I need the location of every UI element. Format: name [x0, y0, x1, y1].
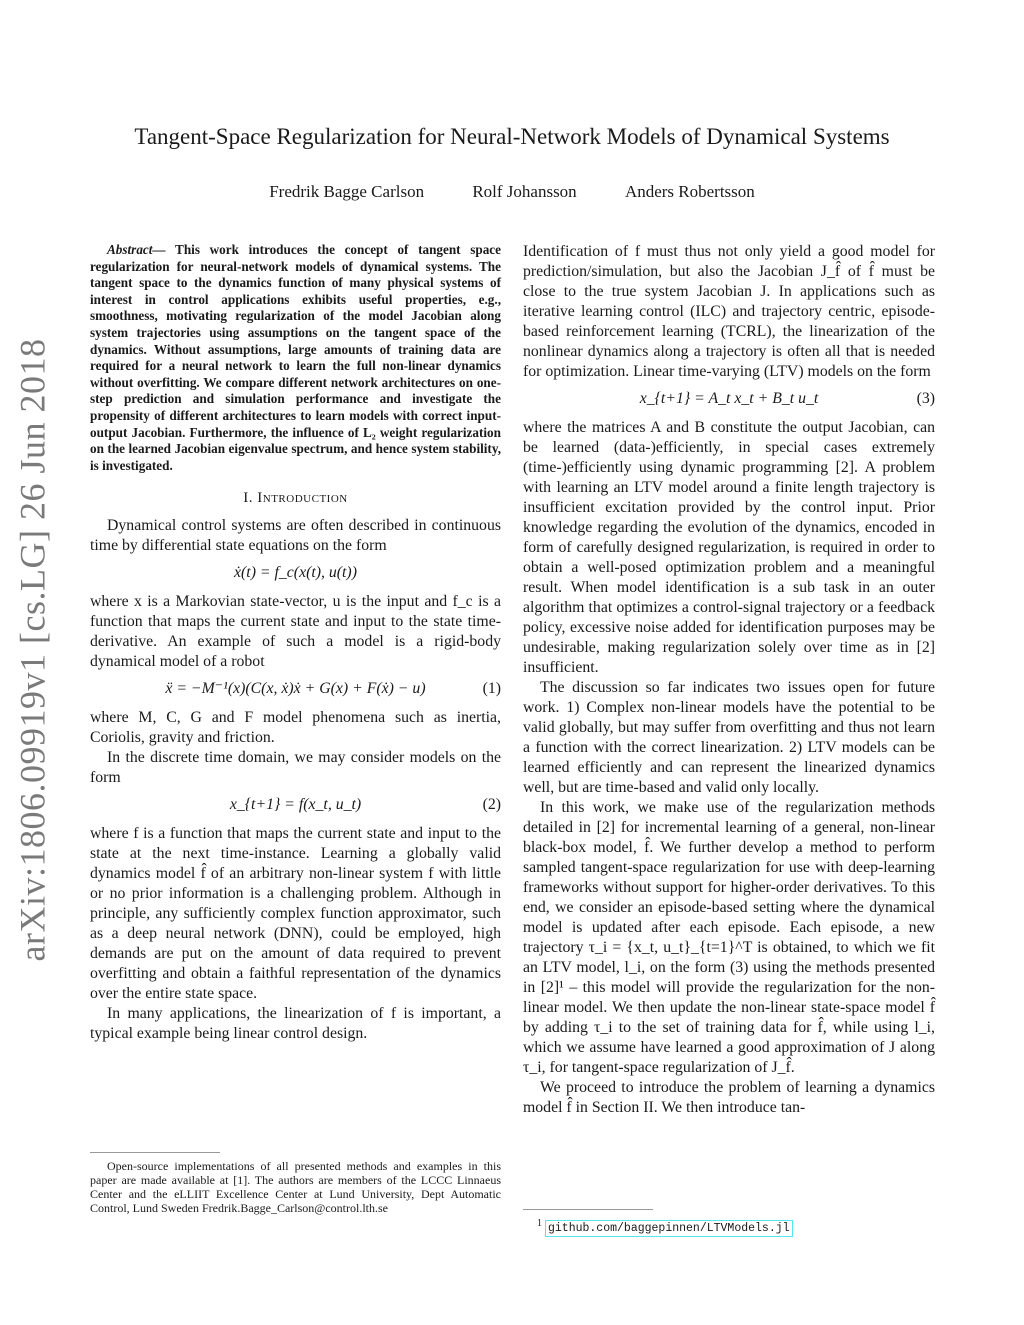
right-column	[523, 242, 935, 1118]
author-list	[0, 182, 1024, 202]
section-heading-introduction: I. Introduction	[243, 490, 348, 507]
equation-3-text: x_{t+1} = A_t x_t + B_t u_t	[639, 390, 819, 407]
right-paragraph-3: The discussion so far indicates two issues open for future work. 1) Complex non-linear models have the potential to be valid globally, but may suffer from overfitting and thus not learn a function with the correct linearization. 2) LTV models can be learned efficiently and can represent the linearized dynamics well, but are time-based and valid only locally.	[523, 679, 935, 796]
equation-3	[523, 388, 935, 410]
right-paragraph-4: In this work, we make use of the regularization methods detailed in [2] for incremental learning of a general, non-linear black-box model, f̂. We further develop a method to perform sampled tangent-space regularization for use with deep-learning frameworks without support for higher-order derivatives. To this end, we consider an episode-based setting where the dynamical model is updated after each episode. Each episode, a new trajectory τ_i = {x_t, u_t}_{t=1}^T is obtained, to which we fit an LTV model, l_i, on the form (3) using the methods presented in [2]¹ – this model will provide the regularization for the non-linear model. We then update the non-linear state-space model f̂ by adding τ_i to the set of training data for f̂, while using l_i, which we assume have learned a good approximation of J along τ_i, for tangent-space regularization of J_f̂.	[523, 799, 935, 1076]
right-paragraph-5: We proceed to introduce the problem of learning a dynamics model f̂ in Section II. We then introduce tan-	[523, 1079, 935, 1116]
equation-continuous	[90, 562, 501, 584]
equation-1	[90, 678, 501, 700]
author-footnote-text: Open-source implementations of all presented methods and examples in this paper are made available at [1]. The authors are members of the LCCC Linnaeus Center and the eLLIIT Excellence Center at Lund University, Dept Automatic Control, Lund Sweden Fredrik.Bagge_Carlson@control.lth.se	[90, 1159, 501, 1215]
author-3: Anders Robertsson	[624, 182, 755, 201]
equation-1-text: ẍ = −M⁻¹(x)(C(x, ẋ)ẋ + G(x) + F(ẋ) − u)	[165, 680, 426, 698]
github-link[interactable]: github.com/baggepinnen/LTVModels.jl	[545, 1220, 793, 1237]
equation-3-number: (3)	[916, 390, 935, 407]
arxiv-watermark	[8, 338, 56, 962]
equation-continuous-text: ẋ(t) = f_c(x(t), u(t))	[234, 564, 357, 582]
left-column	[90, 242, 501, 1044]
author-1: Fredrik Bagge Carlson	[269, 182, 425, 201]
abstract-label: Abstract—	[107, 242, 166, 257]
equation-2-number: (2)	[482, 796, 501, 814]
author-footnote	[90, 1159, 501, 1215]
abstract	[90, 242, 501, 474]
intro-paragraph-2: where x is a Markovian state-vector, u is the input and f_c is a function that maps the current state and input to the state time-derivative. An example of such a model is a rigid-body dynamical model of a robot	[90, 593, 501, 671]
intro-paragraph-3: where M, C, G and F model phenomena such as inertia, Coriolis, gravity and friction.	[90, 709, 501, 747]
right-paragraph-1: Identification of f must thus not only yield a good model for prediction/simulation, but also the Jacobian J_f̂ of f̂ must be close to the true system Jacobian J. In applications such as iterative learning control (ILC) and trajectory centric, episode-based reinforcement learning (TCRL), the linearization of the nonlinear dynamics along a trajectory is often all that is needed for optimization. Linear time-varying (LTV) models on the form	[523, 243, 935, 380]
arxiv-id: arXiv:1806.09919v1 [cs.LG] 26 Jun 2018	[12, 338, 52, 962]
intro-paragraph-5: where f is a function that maps the current state and input to the state at the next time-instance. Learning a globally valid dynamics model f̂ of an arbitrary non-linear system f with little or no prior information is a challenging problem. Although in principle, any sufficiently complex function approximator, such as a deep neural network (DNN), could be employed, high demands are put on the amount of data required to prevent overfitting and obtain a faithful representation of the dynamics over the entire state space.	[90, 825, 501, 1003]
footnote-rule-right	[523, 1209, 653, 1210]
link-footnote	[537, 1218, 793, 1235]
paper-title: Tangent-Space Regularization for Neural-Network Models of Dynamical Systems	[134, 124, 890, 149]
equation-1-number: (1)	[482, 680, 501, 698]
intro-paragraph-1: Dynamical control systems are often described in continuous time by differential state equations on the form	[90, 517, 501, 555]
author-2: Rolf Johansson	[472, 182, 577, 201]
intro-paragraph-6: In many applications, the linearization of f is important, a typical example being linear control design.	[90, 1005, 501, 1043]
footnote-mark: 1	[537, 1218, 542, 1229]
right-paragraph-2: where the matrices A and B constitute the output Jacobian, can be learned (data-)efficiently, in special cases extremely (time-)efficiently using dynamic programming [2]. A problem with learning an LTV model around a finite length trajectory is insufficient excitation provided by the control input. Prior knowledge regarding the evolution of the dynamics, encoded in form of carefully designed regularization, is required in order to obtain a well-posed optimization problem and a meaningful result. When model identification is a sub task in an outer algorithm that optimizes a control-signal trajectory or a feedback policy, excessive noise added for identification purposes may be undesirable, making regularization solely over time as in [2] insufficient.	[523, 419, 935, 676]
equation-2	[90, 794, 501, 816]
equation-2-text: x_{t+1} = f(x_t, u_t)	[229, 796, 362, 814]
footnote-rule-left	[90, 1152, 220, 1153]
abstract-text: This work introduces the concept of tangent space regularization for neural-network models of dynamical systems. The tangent space to the dynamics function of many physical systems of interest in control applications exhibits useful properties, e.g., smoothness, motivating regularization of the model Jacobian along system trajectories using assumptions on the tangent space of the dynamics. Without assumptions, large amounts of training data are required for a neural network to learn the full non-linear dynamics without overfitting. We compare different network architectures on one-step prediction and simulation performance and investigate the propensity of different architectures to learn models with correct input-output Jacobian. Furthermore, the influence of L₂ weight regularization on the learned Jacobian eigenvalue spectrum, and hence system stability, is investigated.	[90, 242, 501, 473]
intro-paragraph-4: In the discrete time domain, we may consider models on the form	[90, 749, 501, 787]
